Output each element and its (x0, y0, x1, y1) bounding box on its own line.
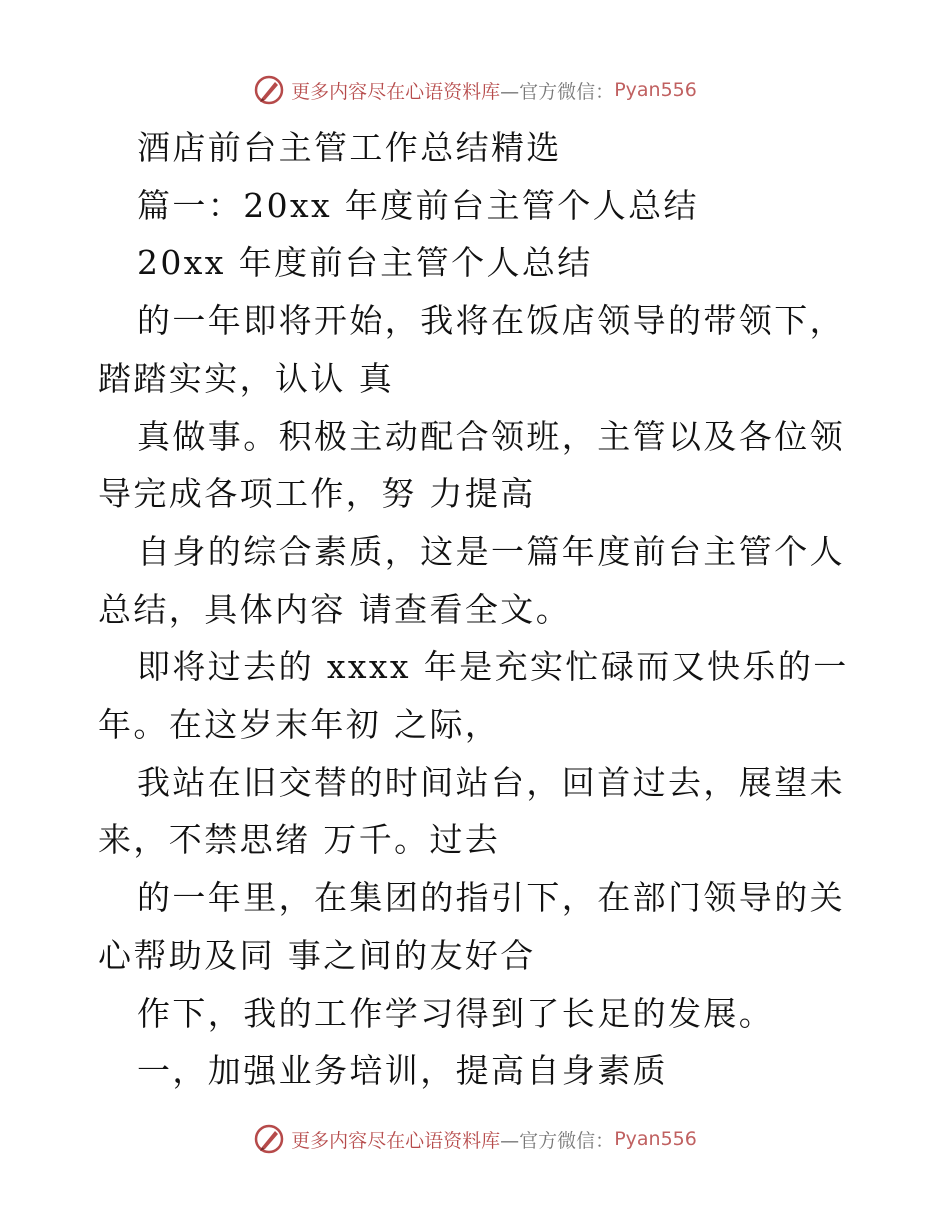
banner-main-text: 更多内容尽在心语资料库 (291, 80, 501, 103)
banner-main-text: 更多内容尽在心语资料库 (291, 1129, 501, 1152)
paragraph-6: 的一年里，在集团的指引下，在部门领导的关心帮助及同 事之间的友好合 (98, 878, 845, 975)
banner-wechat-id: Pyan556 (614, 1128, 697, 1150)
paragraph-5: 我站在旧交替的时间站台，回首过去，展望未来，不禁思绪 万千。过去 (98, 762, 845, 860)
footer-banner (0, 1119, 950, 1159)
paragraph-7: 作下，我的工作学习得到了长足的发展。 (137, 993, 775, 1033)
banner-wechat-id: Pyan556 (614, 79, 697, 101)
paragraph-2: 真做事。积极主动配合领班，主管以及各位领导完成各项工作，努 力提高 (98, 416, 845, 514)
document-body (98, 119, 858, 1100)
document-title: 酒店前台主管工作总结精选 (137, 128, 562, 167)
paragraph-4: 即将过去的 xxxx 年是充实忙碌而又快乐的一年。在这岁末年初 之际， (98, 647, 849, 745)
section-heading: 篇一：20xx 年度前台主管个人总结 (137, 185, 699, 225)
pen-logo-icon (253, 1123, 285, 1155)
banner-official-text: —官方微信： (500, 80, 615, 103)
header-banner (0, 70, 950, 110)
paragraph-3: 自身的综合素质，这是一篇年度前台主管个人总结，具体内容 请查看全文。 (98, 531, 845, 629)
paragraph-8: 一，加强业务培训，提高自身素质 (137, 1051, 668, 1091)
pen-logo-icon (253, 74, 285, 106)
paragraph-1: 的一年即将开始，我将在饭店领导的带领下，踏踏实实，认认 真 (98, 301, 845, 398)
banner-official-text: —官方微信： (500, 1129, 615, 1152)
sub-heading: 20xx 年度前台主管个人总结 (137, 243, 593, 283)
